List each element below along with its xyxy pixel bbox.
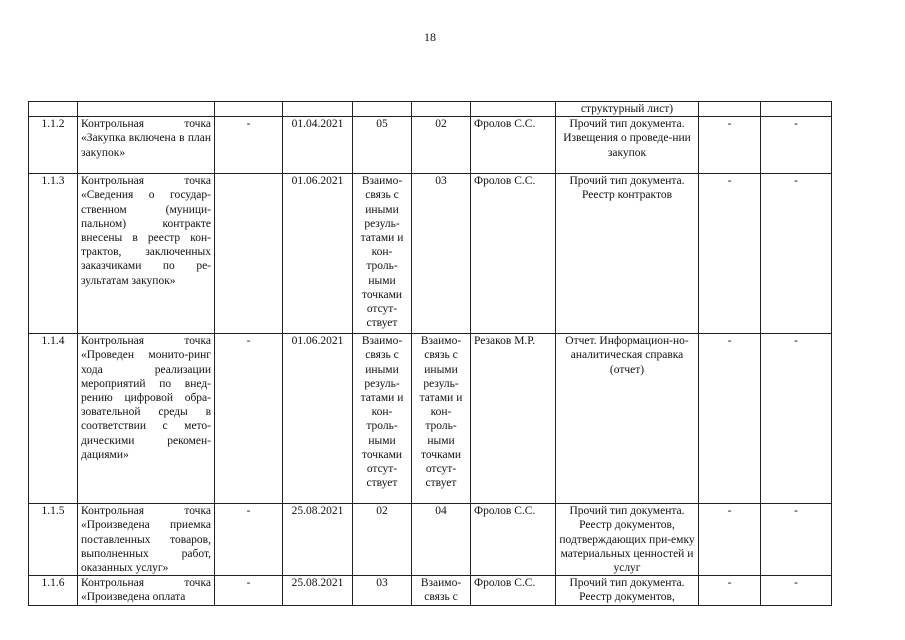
cell-responsible: Фролов С.С. [471, 576, 556, 605]
cell-start: - [215, 576, 283, 605]
cell-extra-1: - [699, 576, 761, 605]
cell-end: 01.04.2021 [283, 117, 353, 174]
cell-extra-2: - [761, 334, 832, 504]
cell-predecessor: 05 [353, 117, 412, 174]
cell-successor: 02 [412, 117, 471, 174]
table-row [29, 117, 832, 174]
cell-document: Отчет. Информацион-но-аналитическая справка (отчет) [556, 334, 699, 504]
cell-end: 25.08.2021 [283, 576, 353, 605]
cell-name: Контрольная точка «Проведен монито-ринг хода реализации мероприятий по внед-рению цифровой обра-зовательной среды в соответствии с мето-дическими рекомен-дациями» [78, 334, 215, 504]
cell-extra-2 [761, 102, 832, 117]
cell-start [215, 174, 283, 334]
cell-name: Контрольная точка «Закупка включена в план закупок» [78, 117, 215, 174]
cell-responsible: Фролов С.С. [471, 117, 556, 174]
cell-successor [412, 102, 471, 117]
cell-extra-1: - [699, 504, 761, 576]
cell-num: 1.1.3 [29, 174, 78, 334]
cell-responsible: Фролов С.С. [471, 174, 556, 334]
page-number: 18 [424, 30, 436, 44]
cell-successor: Взаимо-связь с иными резуль-татами и кон-троль-ными точками отсут-ствует [412, 334, 471, 504]
table-row [29, 174, 832, 334]
table-row [29, 576, 832, 605]
cell-extra-2: - [761, 576, 832, 605]
cell-extra-1 [699, 102, 761, 117]
cell-document: Прочий тип документа. Реестр контрактов [556, 174, 699, 334]
control-points-table [28, 101, 832, 606]
cell-start: - [215, 504, 283, 576]
cell-predecessor: 03 [353, 576, 412, 605]
cell-extra-2: - [761, 117, 832, 174]
cell-end: 01.06.2021 [283, 334, 353, 504]
cell-predecessor: Взаимо-связь с иными резуль-татами и кон-троль-ными точками отсут-ствует [353, 334, 412, 504]
cell-document: Прочий тип документа. Реестр документов, [556, 576, 699, 605]
cell-predecessor [353, 102, 412, 117]
cell-extra-1: - [699, 174, 761, 334]
cell-num [29, 102, 78, 117]
cell-end: 25.08.2021 [283, 504, 353, 576]
cell-num: 1.1.6 [29, 576, 78, 605]
cell-name [78, 102, 215, 117]
cell-extra-2: - [761, 504, 832, 576]
table-row [29, 334, 832, 504]
cell-extra-1: - [699, 117, 761, 174]
cell-name: Контрольная точка «Сведения о государ-ственном (муници-пальном) контракте внесены в реестр кон-трактов, заключенных заказчиками по ре-зультатам закупок» [78, 174, 215, 334]
cell-num: 1.1.2 [29, 117, 78, 174]
cell-start: - [215, 117, 283, 174]
cell-extra-1: - [699, 334, 761, 504]
continuation-row [29, 102, 832, 117]
cell-predecessor: Взаимо-связь с иными резуль-татами и кон-троль-ными точками отсут-ствует [353, 174, 412, 334]
cell-responsible: Резаков М.Р. [471, 334, 556, 504]
cell-name: Контрольная точка «Произведена приемка поставленных товаров, выполненных работ, оказанных услуг» [78, 504, 215, 576]
cell-num: 1.1.4 [29, 334, 78, 504]
cell-predecessor: 02 [353, 504, 412, 576]
cell-document: структурный лист) [556, 102, 699, 117]
cell-document: Прочий тип документа. Реестр документов, подтверждающих при-емку материальных ценностей и услуг [556, 504, 699, 576]
cell-end [283, 102, 353, 117]
cell-responsible [471, 102, 556, 117]
cell-responsible: Фролов С.С. [471, 504, 556, 576]
cell-start: - [215, 334, 283, 504]
cell-start [215, 102, 283, 117]
cell-extra-2: - [761, 174, 832, 334]
cell-num: 1.1.5 [29, 504, 78, 576]
table-row [29, 504, 832, 576]
cell-successor: 04 [412, 504, 471, 576]
cell-successor: 03 [412, 174, 471, 334]
cell-end: 01.06.2021 [283, 174, 353, 334]
cell-document: Прочий тип документа. Извещения о проведе-нии закупок [556, 117, 699, 174]
cell-name: Контрольная точка «Произведена оплата [78, 576, 215, 605]
cell-successor: Взаимо-связь с [412, 576, 471, 605]
